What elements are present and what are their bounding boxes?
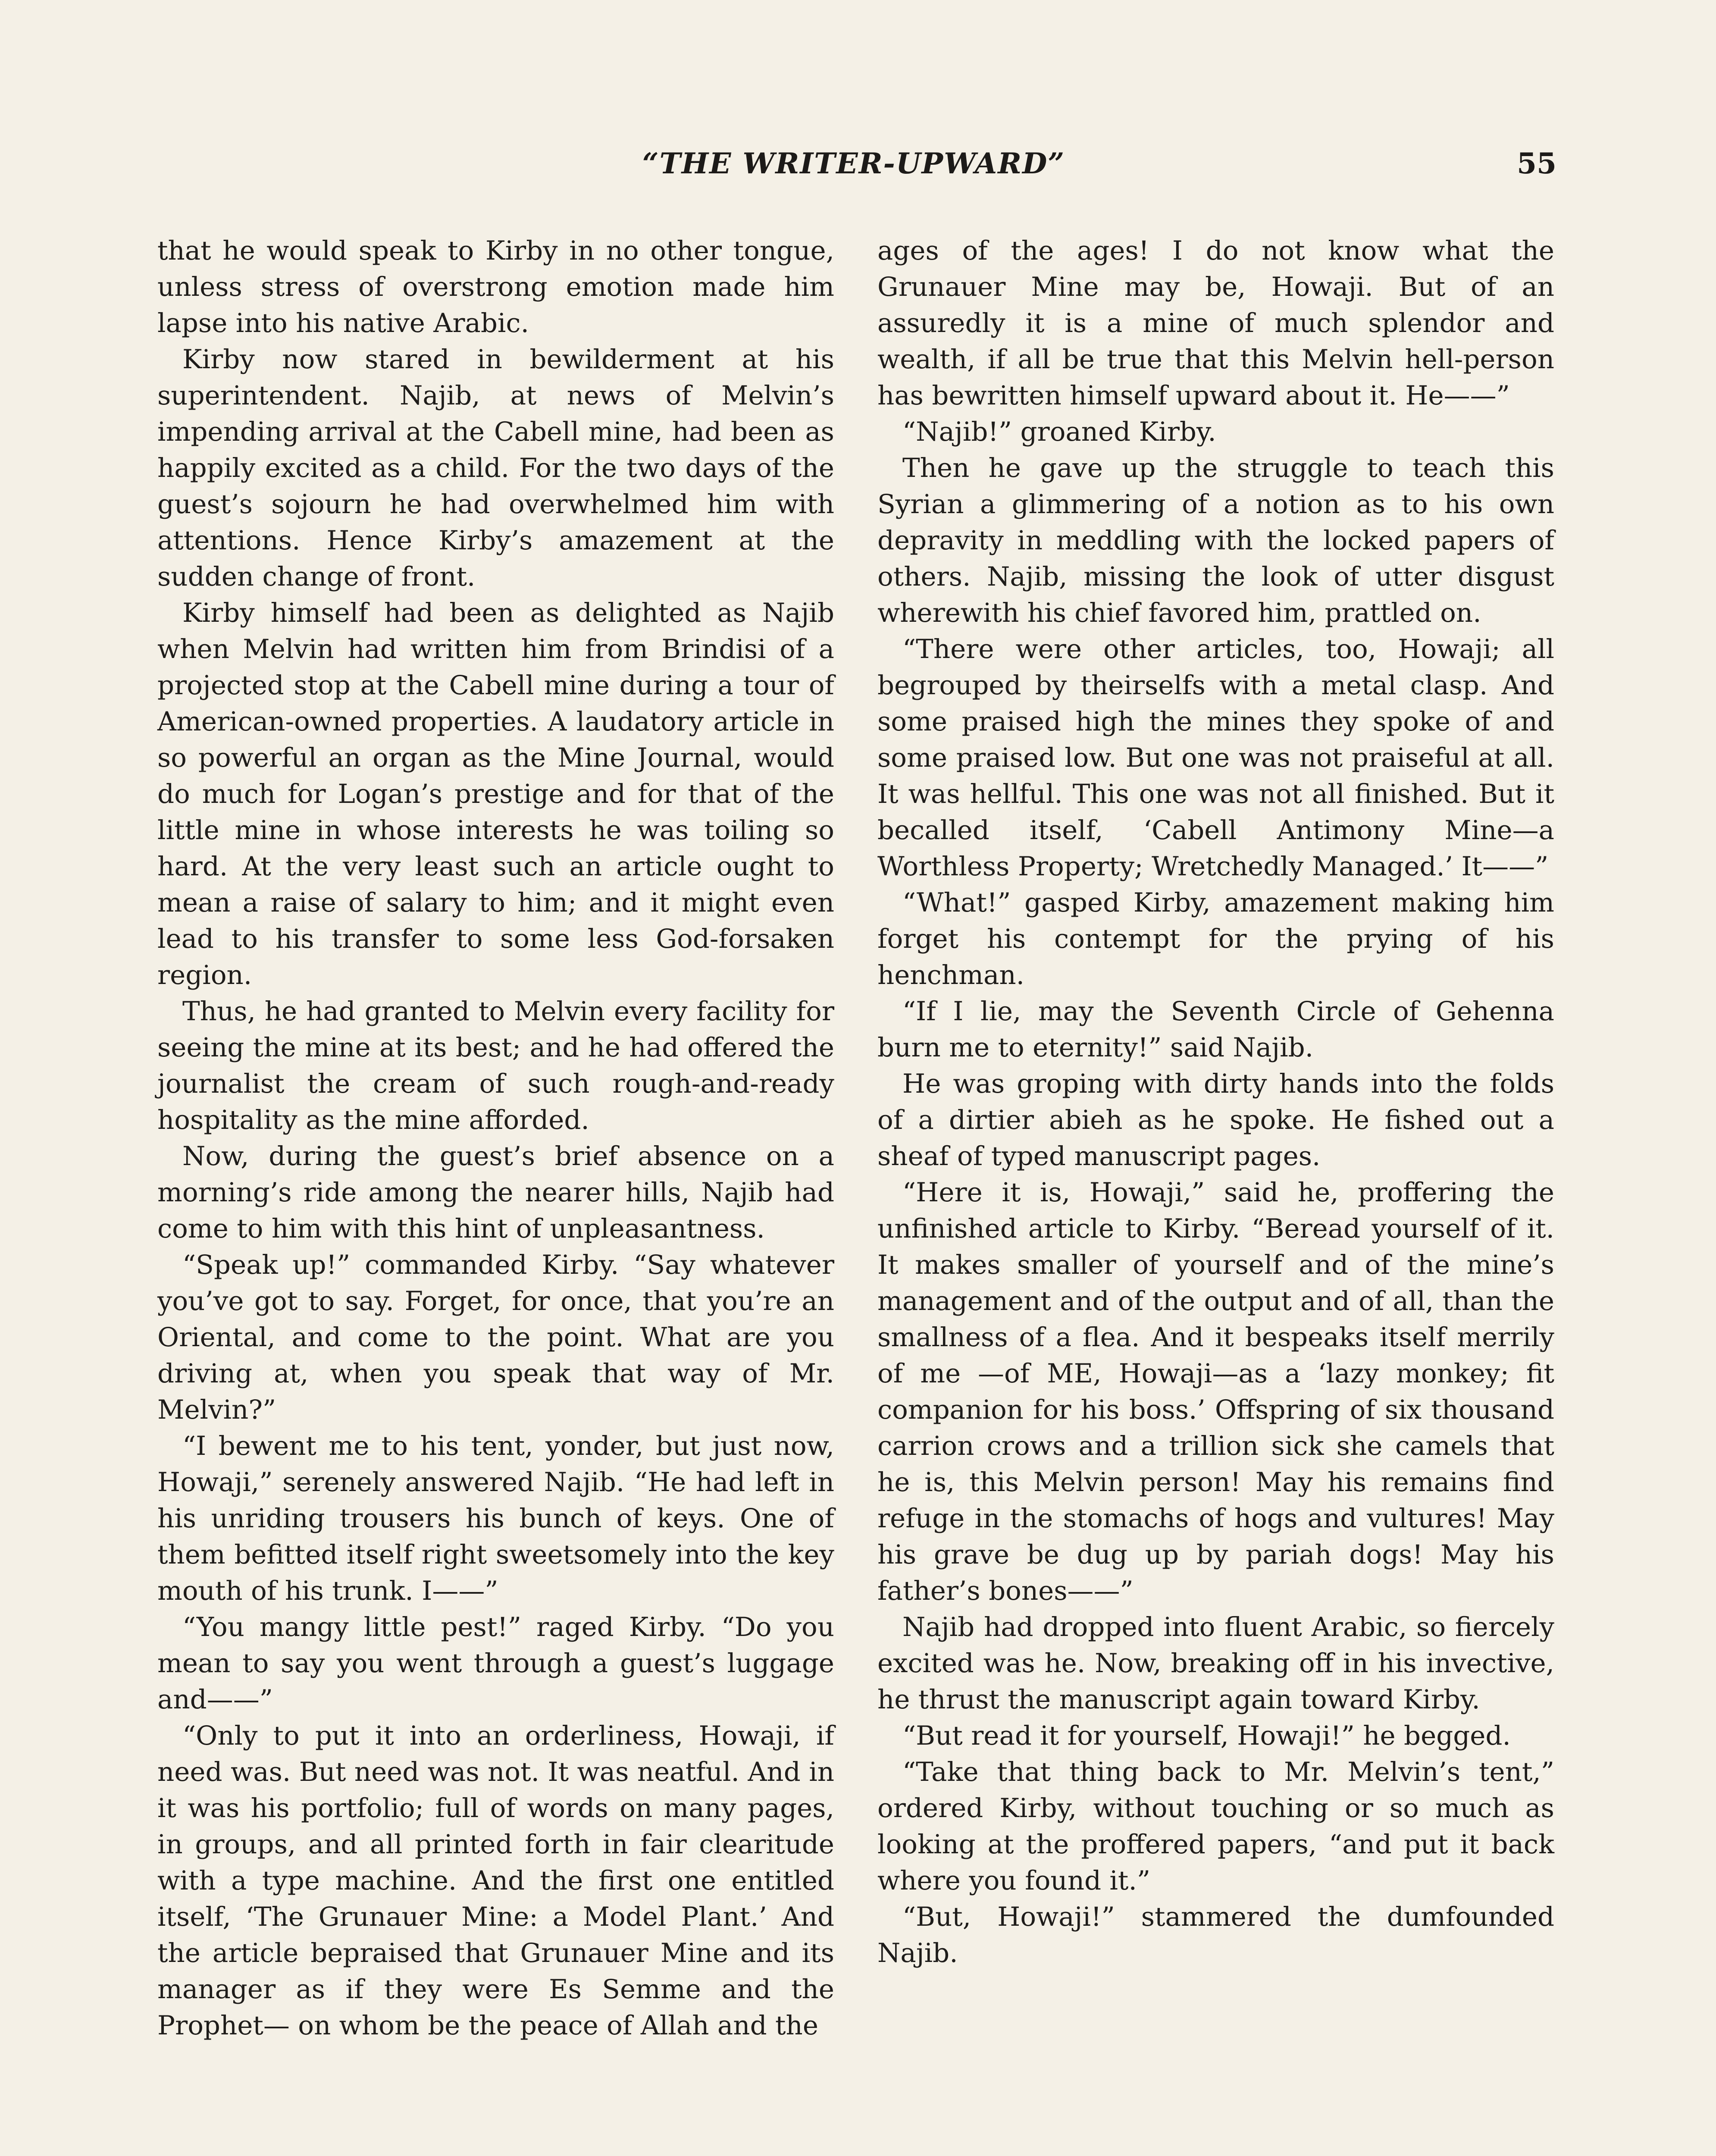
paragraph: “But, Howaji!” stammered the dumfounded Najib. — [877, 1902, 1554, 1968]
paragraph: ages of the ages! I do not know what the Grunauer Mine may be, Howaji. But of an assuredly it is a mine of much splendor and wealth, if all be true that this Melvin hell-person has bewritten himself upward about it. He——” — [877, 235, 1554, 411]
right-column — [877, 233, 1554, 1971]
paragraph: Najib had dropped into fluent Arabic, so fiercely excited was he. Now, breaking off in his invective, he thrust the manuscript again toward Kirby. — [877, 1612, 1554, 1715]
paragraph: He was groping with dirty hands into the folds of a dirtier abieh as he spoke. He fished out a sheaf of typed manuscript pages. — [877, 1069, 1554, 1172]
paragraph: “Here it is, Howaji,” said he, proffering the unfinished article to Kirby. “Beread yourself of it. It makes smaller of yourself and of the mine’s management and of the output and of all, than the smallness of a flea. And it bespeaks itself merrily of me —of ME, Howaji—as a ‘lazy monkey; fit companion for his boss.’ Offspring of six thousand carrion crows and a trillion sick she camels that he is, this Melvin person! May his remains find refuge in the stomachs of hogs and vultures! May his grave be dug up by pariah dogs! May his father’s bones——” — [877, 1177, 1554, 1606]
paragraph: “Najib!” groaned Kirby. — [902, 417, 1216, 447]
paragraph: “Take that thing back to Mr. Melvin’s tent,” ordered Kirby, without touching or so much as looking at the proffered papers, “and put it back where you found it.” — [877, 1757, 1554, 1896]
paragraph: Thus, he had granted to Melvin every facility for seeing the mine at its best; and he had offered the journalist the cream of such rough-and-ready hospitality as the mine afforded. — [157, 996, 834, 1135]
paragraph: “Only to put it into an orderliness, Howaji, if need was. But need was not. It was neatful. And in it was his portfolio; full of words on many pages, in groups, and all printed forth in fair clearitude with a type machine. And the first one entitled itself, ‘The Grunauer Mine: a Model Plant.’ And the article bepraised that Grunauer Mine and its manager as if they were Es Semme and the Prophet— on whom be the peace of Allah and the — [157, 1720, 834, 2041]
paragraph: that he would speak to Kirby in no other tongue, unless stress of overstrong emotion made him lapse into his native Arabic. — [157, 235, 834, 338]
left-column — [157, 233, 834, 2044]
running-title: “THE WRITER-UPWARD” — [642, 147, 1065, 180]
page-number: 55 — [1517, 147, 1556, 180]
paragraph: Kirby now stared in bewilderment at his superintendent. Najib, at news of Melvin’s impending arrival at the Cabell mine, had been as happily excited as a child. For the two days of the guest’s sojourn he had overwhelmed him with attentions. Hence Kirby’s amazement at the sudden change of front. — [157, 344, 834, 592]
paragraph: “What!” gasped Kirby, amazement making him forget his contempt for the prying of his henchman. — [877, 887, 1554, 990]
paragraph: “But read it for yourself, Howaji!” he begged. — [902, 1720, 1511, 1751]
paragraph: Kirby himself had been as delighted as Najib when Melvin had written him from Brindisi of a projected stop at the Cabell mine during a tour of American-owned properties. A laudatory article in so powerful an organ as the Mine Journal, would do much for Logan’s prestige and for that of the little mine in whose interests he was toiling so hard. At the very least such an article ought to mean a raise of salary to him; and it might even lead to his transfer to some less God-forsaken region. — [157, 598, 834, 990]
paragraph: “There were other articles, too, Howaji; all begrouped by theirselfs with a metal clasp. And some praised high the mines they spoke of and some praised low. But one was not praiseful at all. It was hellful. This one was not all finished. But it becalled itself, ‘Cabell Antimony Mine—a Worthless Property; Wretchedly Managed.’ It——” — [877, 634, 1554, 882]
paragraph: “You mangy little pest!” raged Kirby. “Do you mean to say you went through a guest’s luggage and——” — [157, 1612, 834, 1715]
paragraph: “Speak up!” commanded Kirby. “Say whatever you’ve got to say. Forget, for once, that you’re an Oriental, and come to the point. What are you driving at, when you speak that way of Mr. Melvin?” — [157, 1250, 834, 1425]
paragraph: “I bewent me to his tent, yonder, but just now, Howaji,” serenely answered Najib. “He had left in his unriding trousers his bunch of keys. One of them befitted itself right sweetsomely into the key mouth of his trunk. I——” — [157, 1431, 834, 1606]
paragraph: Then he gave up the struggle to teach this Syrian a glimmering of a notion as to his own depravity in meddling with the locked papers of others. Najib, missing the look of utter disgust wherewith his chief favored him, prattled on. — [877, 453, 1554, 628]
paragraph: Now, during the guest’s brief absence on a morning’s ride among the nearer hills, Najib had come to him with this hint of unpleasantness. — [157, 1141, 834, 1244]
paragraph: “If I lie, may the Seventh Circle of Gehenna burn me to eternity!” said Najib. — [877, 996, 1554, 1063]
